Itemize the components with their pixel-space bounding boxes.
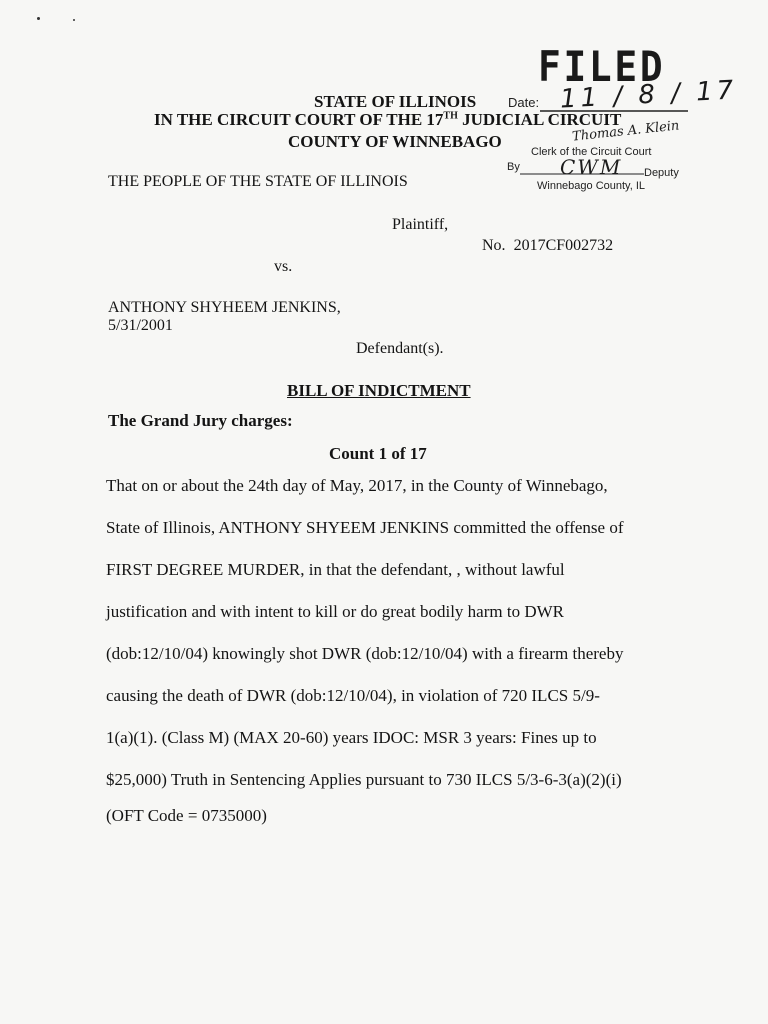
- stamp-by-rule: [520, 172, 645, 176]
- stamp-date-label: Date:: [508, 95, 540, 110]
- stamp-county-line: Winnebago County, IL: [537, 180, 646, 192]
- charge-line: causing the death of DWR (dob:12/10/04), in violation of 720 ILCS 5/9-: [106, 686, 600, 705]
- filed-stamp-title: FILED: [538, 42, 666, 91]
- header-court-text: IN THE CIRCUIT COURT OF THE 17: [154, 110, 444, 129]
- header-county: COUNTY OF WINNEBAGO: [288, 132, 502, 151]
- scan-speck: [37, 17, 40, 20]
- count-heading: Count 1 of 17: [329, 444, 427, 463]
- case-number: [482, 237, 613, 255]
- plaintiff-name: THE PEOPLE OF THE STATE OF ILLINOIS: [108, 173, 408, 190]
- case-number-label: No.: [482, 237, 506, 254]
- header-court-circuit: JUDICIAL CIRCUIT: [457, 110, 622, 129]
- charge-line: That on or about the 24th day of May, 2017, in the County of Winnebago,: [106, 476, 608, 495]
- document-title: BILL OF INDICTMENT: [287, 381, 471, 400]
- case-number-value: 2017CF002732: [513, 237, 614, 254]
- scan-speck: [73, 19, 75, 21]
- charge-line: (dob:12/10/04) knowingly shot DWR (dob:12/10/04) with a firearm thereby: [106, 644, 624, 663]
- charge-line: FIRST DEGREE MURDER, in that the defendant, , without lawful: [106, 560, 565, 579]
- stamp-clerk-line: Clerk of the Circuit Court: [531, 146, 652, 158]
- charge-line: $25,000) Truth in Sentencing Applies pursuant to 730 ILCS 5/3-6-3(a)(2)(i): [106, 770, 622, 789]
- charge-line: (OFT Code = 0735000): [106, 806, 267, 825]
- header-court-ordinal: TH: [443, 110, 458, 122]
- plaintiff-label: Plaintiff,: [392, 216, 449, 233]
- defendant-label: Defendant(s).: [356, 340, 444, 357]
- stamp-deputy-initials: CWM: [560, 155, 623, 179]
- stamp-by-label: By: [507, 161, 520, 173]
- clerk-signature: Thomas A. Klein: [571, 118, 680, 145]
- versus: vs.: [274, 258, 293, 275]
- stamp-date-value: 11 / 8 / 17: [559, 75, 738, 115]
- header-court: [154, 110, 621, 130]
- stamp-deputy-label: Deputy: [644, 167, 679, 179]
- charge-line: State of Illinois, ANTHONY SHYEEM JENKINS committed the offense of: [106, 518, 624, 537]
- charge-line: justification and with intent to kill or do great bodily harm to DWR: [106, 602, 564, 621]
- defendant-name: ANTHONY SHYHEEM JENKINS,: [108, 299, 341, 316]
- defendant-dob: 5/31/2001: [108, 317, 173, 334]
- grand-jury-intro: The Grand Jury charges:: [108, 411, 293, 430]
- charge-line: 1(a)(1). (Class M) (MAX 20-60) years IDOC: MSR 3 years: Fines up to: [106, 728, 597, 747]
- header-state: STATE OF ILLINOIS: [314, 92, 477, 111]
